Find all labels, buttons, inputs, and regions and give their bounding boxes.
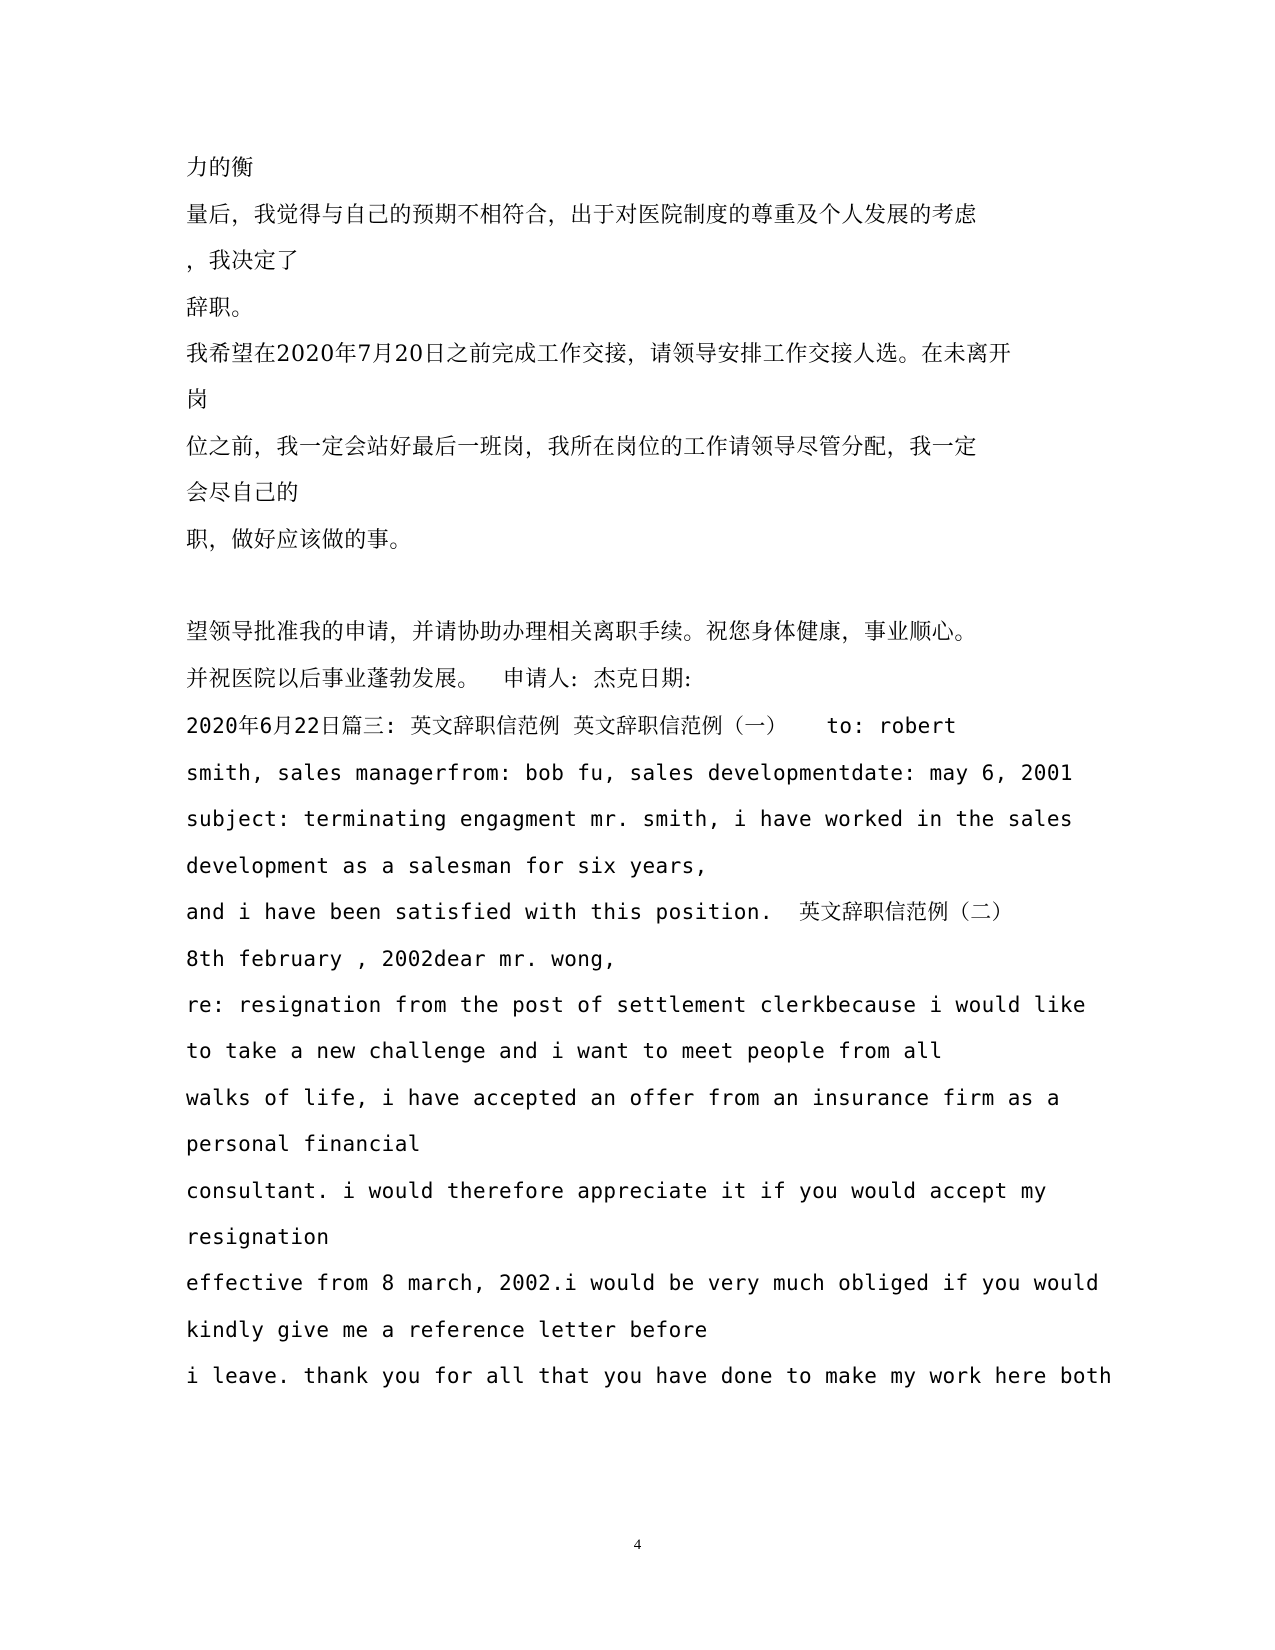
text-line: 望领导批准我的申请，并请协助办理相关离职手续。祝您身体健康，事业顺心。 [186, 620, 978, 645]
text-line: 2020年6月22日篇三: 英文辞职信范例 英文辞职信范例（一） to: robert [186, 714, 957, 738]
text-line: re: resignation from the post of settlement clerkbecause i would like [186, 993, 1086, 1017]
text-line: ，我决定了 [186, 249, 300, 274]
text-line: i leave. thank you for all that you have done to make my work here both [186, 1364, 1113, 1388]
text-line: and i have been satisfied with this position. 英文辞职信范例（二） [186, 900, 1014, 924]
text-line: personal financial [186, 1132, 421, 1156]
text-line: 8th february , 2002dear mr. wong, [186, 947, 617, 971]
text-line: consultant. i would therefore appreciate it if you would accept my [186, 1179, 1047, 1203]
text-line: effective from 8 march, 2002.i would be very much obliged if you would [186, 1271, 1100, 1295]
text-line: kindly give me a reference letter before [186, 1318, 708, 1342]
text-line: 辞职。 [186, 296, 254, 321]
text-line: 岗 [186, 388, 209, 413]
text-line: 我希望在2020年7月20日之前完成工作交接，请领导安排工作交接人选。在未离开 [186, 342, 1012, 367]
text-line: 并祝医院以后事业蓬勃发展。 申请人: 杰克日期: [186, 667, 692, 692]
text-line: 会尽自己的 [186, 481, 300, 506]
text-line: 力的衡 [186, 156, 254, 181]
text-line: 量后，我觉得与自己的预期不相符合，出于对医院制度的尊重及个人发展的考虑 [186, 203, 978, 228]
text-line: 位之前，我一定会站好最后一班岗，我所在岗位的工作请领导尽管分配，我一定 [186, 435, 978, 460]
text-line: smith, sales managerfrom: bob fu, sales developmentdate: may 6, 2001 [186, 761, 1073, 785]
page-number: 4 [633, 1537, 642, 1553]
text-line: subject: terminating engagment mr. smith, i have worked in the sales [186, 807, 1073, 831]
text-line: development as a salesman for six years, [186, 854, 708, 878]
text-line: walks of life, i have accepted an offer from an insurance firm as a [186, 1086, 1060, 1110]
text-line: 职，做好应该做的事。 [186, 528, 413, 553]
text-line: to take a new challenge and i want to meet people from all [186, 1039, 943, 1063]
text-line: resignation [186, 1225, 330, 1249]
